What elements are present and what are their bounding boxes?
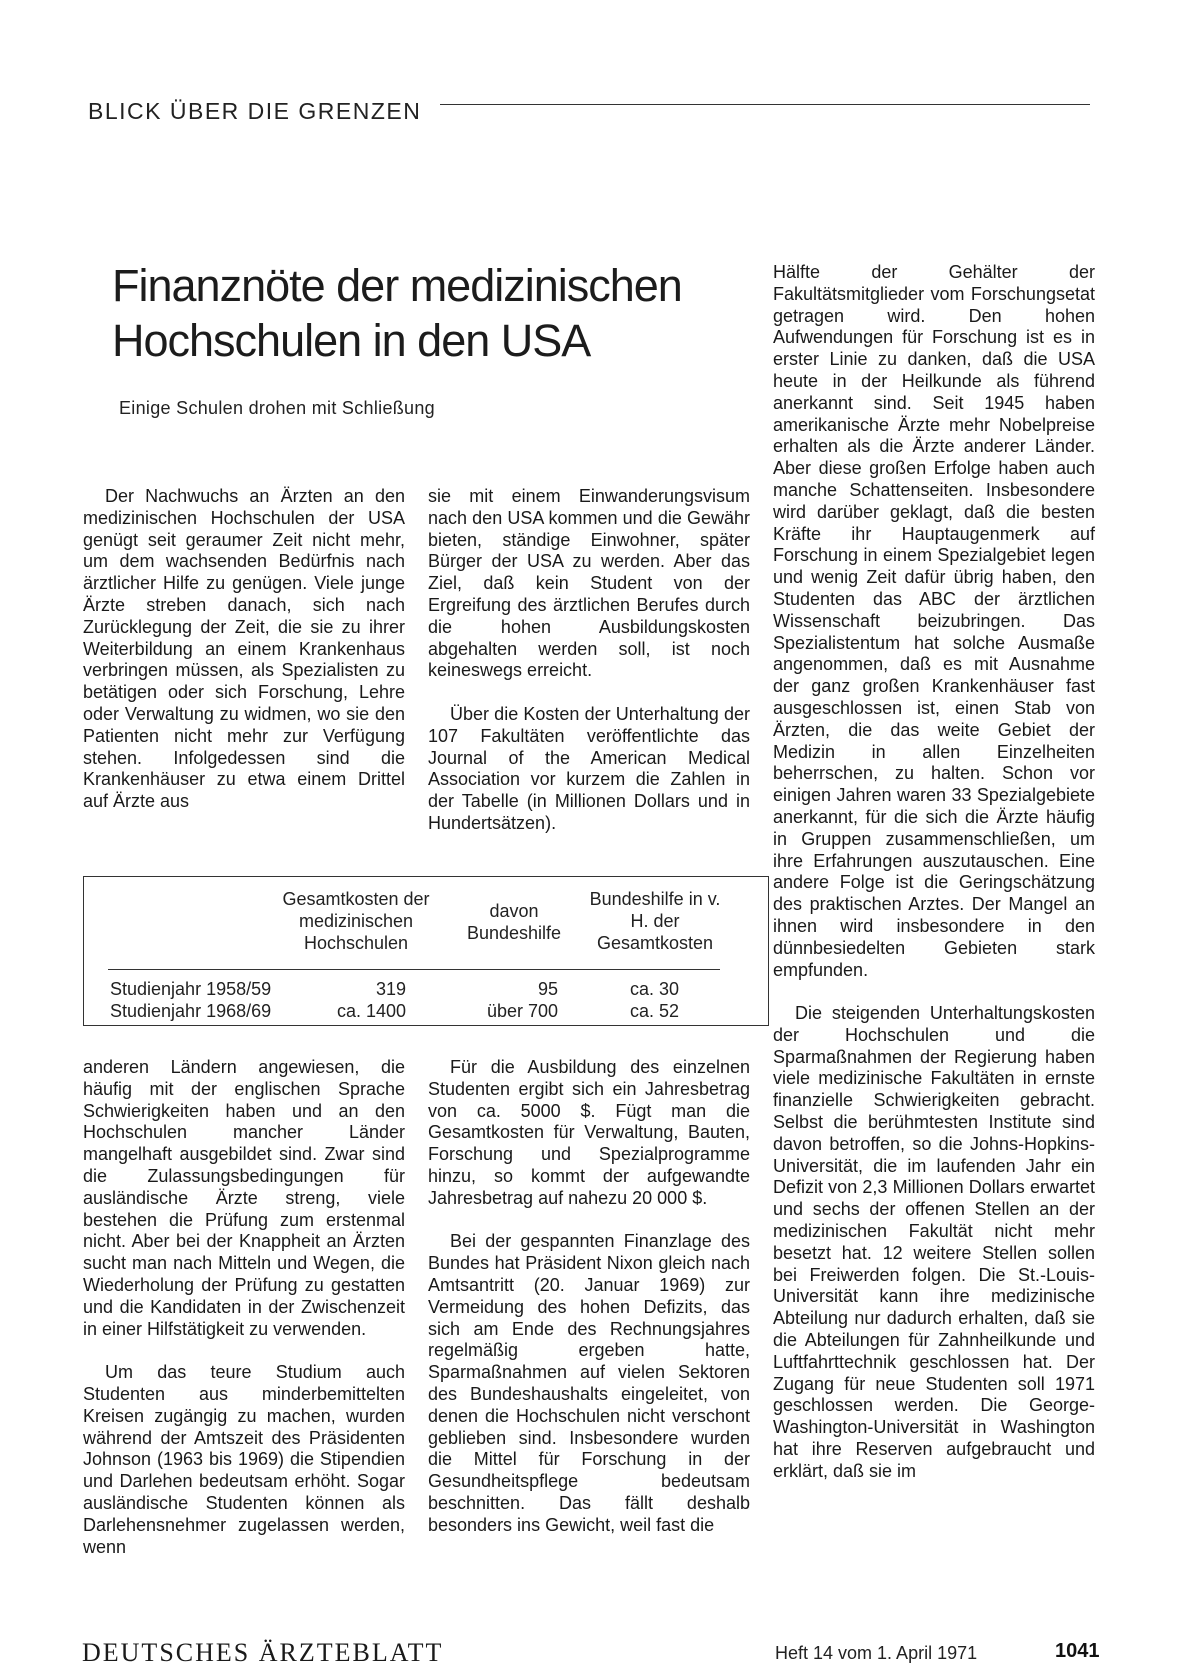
column-1-top [83, 486, 405, 813]
table-header-federal: davon Bundeshilfe [466, 901, 562, 943]
paragraph: anderen Ländern angewiesen, die häufig mit der englischen Sprache Schwierigkeiten haben und an den Hochschulen mancher Länder mangelhaft ausgebildet sind. Zwar sind die Zulassungsbedingungen für ausländische Ärzte streng, viele bestehen die Prüfung zum erstenmal nicht. Aber bei der Knappheit an Ärzten sucht man nach Mitteln und Wegen, die Wiederholung der Prüfung zu gestatten und die Kandidaten in der Zwischenzeit in einer Hilfstätigkeit zu verwenden. [83, 1057, 405, 1339]
table-cell: ca. 1400 [336, 1001, 406, 1021]
section-kicker: BLICK ÜBER DIE GRENZEN [88, 98, 422, 124]
issue-info: Heft 14 vom 1. April 1971 [775, 1643, 978, 1663]
table-rule [108, 969, 720, 970]
paragraph: Hälfte der Gehälter der Fakultätsmitglieder vom Forschungsetat getragen wird. Den hohen Aufwendungen für Forschung ist es in erster Linie zu danken, daß die USA heute in der Heilkunde als führend anerkannt sind. Seit 1945 haben amerikanische Ärzte mehr Nobelpreise erhalten als die Ärzte anderer Länder. Aber diese großen Erfolge haben auch manche Schattenseiten. Insbesondere wird darüber geklagt, daß die besten Kräfte ihr Hauptaugenmerk auf Forschung in einem Spezialgebiet legen und wenig Zeit dafür übrig haben, den Studenten das ABC der ärztlichen Wissenschaft beizubringen. Das Spezialistentum hat solche Ausmaße angenommen, daß es mit Ausnahme der ganz großen Krankenhäuser fast ausgeschlossen ist, einen Stab von Ärzten, die das weite Gebiet der Medizin in allen Einzelheiten beherrschen, zu halten. Schon vor einigen Jahren waren 33 Spezialgebiete anerkannt, für die sich die Ärzte häufig in Gruppen zusammenschließen, um ihre Erfahrungen auszutauschen. Eine andere Folge ist die Geringschätzung des praktischen Arztes. Der Mangel an ihnen wird insbesondere in den dünnbesiedelten Gebieten stark empfunden. [773, 262, 1095, 980]
paragraph: Für die Ausbildung des einzelnen Studenten ergibt sich ein Jahresbetrag von ca. 5000 $. Fügt man die Gesamtkosten für Verwaltung, Bauten, Forschung und Spezialprogramme hinzu, so kommt der aufgewandte Jahresbetrag auf nahezu 20 000 $. [428, 1057, 750, 1208]
paragraph: Über die Kosten der Unterhaltung der 107 Fakultäten veröffentlichte das Journal of the American Medical Association vor kurzem die Zahlen in der Tabelle (in Millionen Dollars und in Hundertsätzen). [428, 703, 750, 833]
column-3 [773, 262, 1095, 1483]
table-header-percent: Bundeshilfe in v. H. der Gesamtkosten [589, 889, 721, 953]
article-subtitle: Einige Schulen drohen mit Schließung [119, 398, 435, 418]
column-2-top [428, 486, 750, 835]
table-cell: ca. 30 [630, 979, 680, 999]
article-title: Finanznöte der medizinischen Hochschulen in den USA [112, 260, 682, 366]
column-2-bottom [428, 1057, 750, 1537]
table-cell: 95 [537, 979, 558, 999]
paragraph: sie mit einem Einwanderungsvisum nach den USA kommen und die Gewähr bieten, ständige Einwohner, später Bürger der USA zu werden. Aber das Ziel, daß kein Student von der Ergreifung des ärztlichen Berufes durch die hohen Ausbildungskosten abgehalten werden soll, ist noch keineswegs erreicht. [428, 486, 750, 681]
table-header-total: Gesamtkosten der medizinischen Hochschulen [282, 889, 430, 953]
table-row-label: Studienjahr 1968/69 [110, 1001, 272, 1021]
table-row-label: Studienjahr 1958/59 [110, 979, 272, 999]
table-cell: ca. 52 [630, 1001, 680, 1021]
page-number: 1041 [1055, 1640, 1100, 1662]
journal-name: DEUTSCHES ÄRZTEBLATT [82, 1638, 444, 1667]
table-cell: 319 [375, 979, 406, 999]
paragraph: Der Nachwuchs an Ärzten an den medizinischen Hochschulen der USA genügt seit geraumer Zeit nicht mehr, um dem wachsenden Bedürfnis nach ärztlicher Hilfe zu genügen. Viele junge Ärzte streben danach, sich nach Zurücklegung der Zeit, die sie zu ihrer Weiterbildung an einem Krankenhaus verbringen müssen, als Spezialisten zu betätigen oder sich Forschung, Lehre oder Verwaltung zu widmen, wo sie den Patienten nicht mehr zur Verfügung stehen. Infolgedessen sind die Krankenhäuser zu etwa einem Drittel auf Ärzte aus [83, 486, 405, 812]
paragraph: Die steigenden Unterhaltungskosten der Hochschulen und die Sparmaßnahmen der Regierung haben viele medizinische Fakultäten in ernste finanzielle Schwierigkeiten gebracht. Selbst die berühmtesten Institute sind davon betroffen, so die Johns-Hopkins-Universität, die im laufenden Jahr ein Defizit von 2,3 Millionen Dollars erwartet und sechs der offenen Stellen an der medizinischen Fakultät nicht mehr besetzt hat. 12 weitere Stellen sollen bei Freiwerden folgen. Die St.-Louis-Universität kann ihre medizinische Abteilung nur dadurch erhalten, daß sie die Abteilungen für Zahnheilkunde und Luftfahrttechnik geschlossen hat. Der Zugang für neue Studenten soll 1971 geschlossen werden. Die George-Washington-Universität in Washington hat ihre Reserven aufgebraucht und erklärt, daß sie im [773, 1003, 1095, 1481]
column-1-bottom [83, 1057, 405, 1558]
section-rule [440, 104, 1090, 105]
paragraph: Um das teure Studium auch Studenten aus minderbemittelten Kreisen zugängig zu machen, wurden während der Amtszeit des Präsidenten Johnson (1963 bis 1969) die Stipendien und Darlehen bedeutsam erhöht. Sogar ausländische Studenten können als Darlehensnehmer zugelassen werden, wenn [83, 1362, 405, 1557]
table-cell: über 700 [486, 1001, 558, 1021]
paragraph: Bei der gespannten Finanzlage des Bundes hat Präsident Nixon gleich nach Amtsantritt (20. Januar 1969) zur Vermeidung des hohen Defizits, das sich am Ende des Rechnungsjahres regelmäßig ergeben hatte, Sparmaßnahmen auf vielen Sektoren des Bundeshaushalts eingeleitet, von denen die Hochschulen nicht verschont geblieben sind. Insbesondere wurden die Mittel für Forschung in der Gesundheitspflege bedeutsam beschnitten. Das fällt deshalb besonders ins Gewicht, weil fast die [428, 1231, 750, 1535]
